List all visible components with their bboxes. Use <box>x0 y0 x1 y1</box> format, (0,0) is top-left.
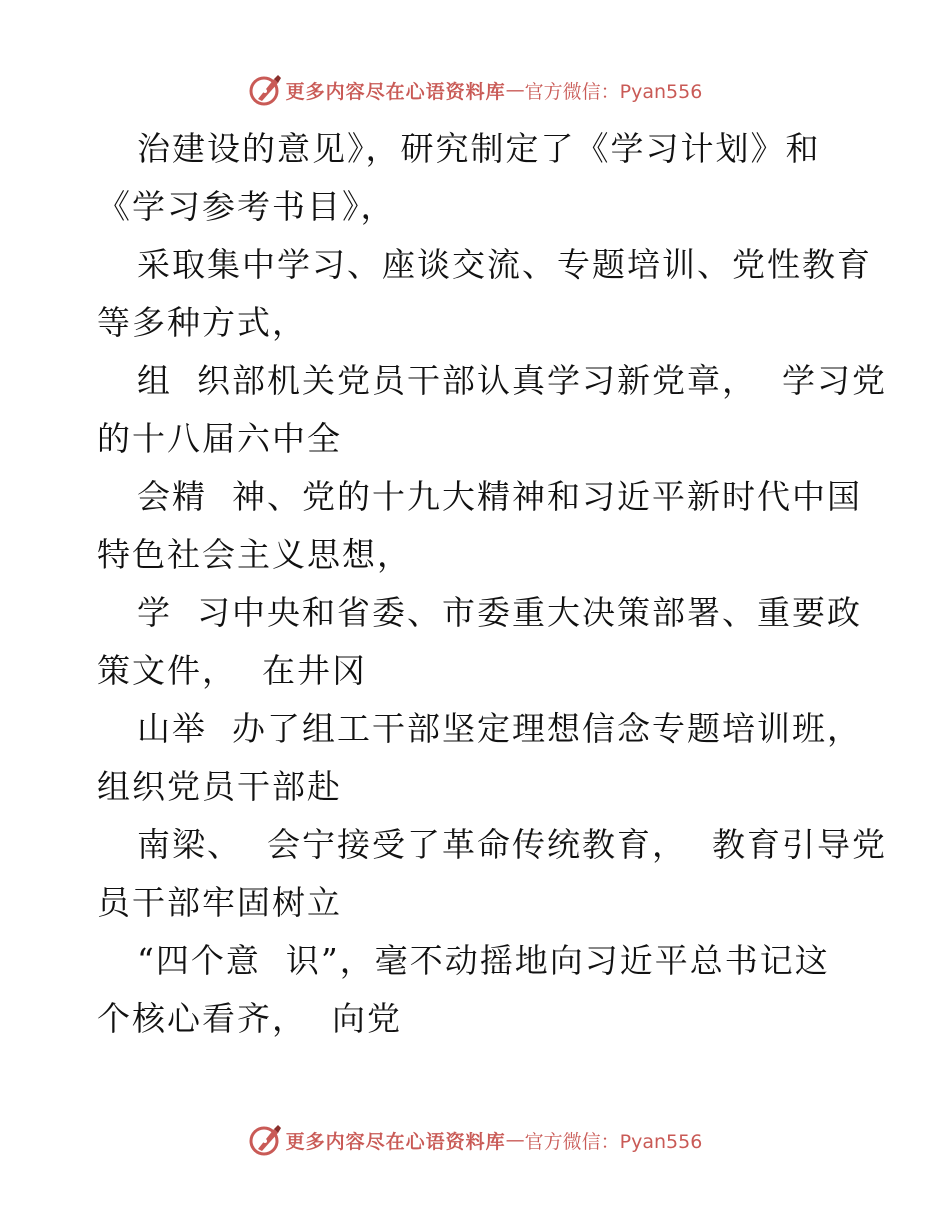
text-line: 《学习参考书目》， <box>97 187 396 226</box>
footer-brand-text: 更多内容尽在心语资料库 <box>285 1130 506 1153</box>
text-line: 山举 办了组工干部坚定理想信念专题培训班， <box>137 709 862 748</box>
pen-nib-circle-icon <box>248 73 282 107</box>
header-brand-text: 更多内容尽在心语资料库 <box>285 80 506 103</box>
footer-contact-text: 官方微信：Pyan556 <box>524 1130 703 1153</box>
text-line: “四个意 识”，毫不动摇地向习近平总书记这 <box>137 941 830 980</box>
text-line: 学 习中央和省委、市委重大决策部署、重要政 <box>137 593 862 632</box>
body-text <box>97 120 887 1048</box>
text-line: 会精 神、党的十九大精神和习近平新时代中国 <box>137 477 862 516</box>
header-separator: — <box>505 79 525 101</box>
text-line: 南梁、 会宁接受了革命传统教育， 教育引导党 <box>137 825 887 864</box>
text-line: 个核心看齐， 向党 <box>97 999 402 1038</box>
text-line: 等多种方式， <box>97 303 307 342</box>
header-banner <box>0 70 950 110</box>
footer-separator: — <box>505 1129 525 1151</box>
text-line: 的十八届六中全 <box>97 419 342 458</box>
text-line: 特色社会主义思想， <box>97 535 412 574</box>
text-line: 组织党员干部赴 <box>97 767 342 806</box>
text-line: 策文件， 在井冈 <box>97 651 367 690</box>
footer-banner <box>0 1120 950 1160</box>
text-line: 组 织部机关党员干部认真学习新党章， 学习党 <box>137 361 887 400</box>
text-line: 员干部牢固树立 <box>97 883 342 922</box>
pen-nib-circle-icon <box>248 1123 282 1157</box>
text-line: 采取集中学习、座谈交流、专题培训、党性教育 <box>137 245 872 284</box>
text-line: 治建设的意见》，研究制定了《学习计划》和 <box>137 129 821 168</box>
header-contact-text: 官方微信：Pyan556 <box>524 80 703 103</box>
